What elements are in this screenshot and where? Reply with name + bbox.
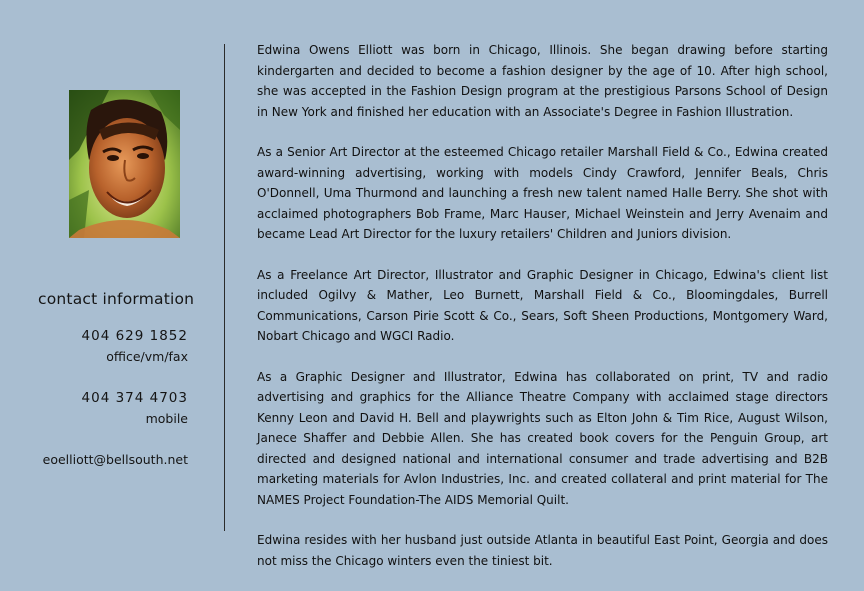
bio-paragraph: As a Freelance Art Director, Illustrator and Graphic Designer in Chicago, Edwina's client list included Ogilvy & Mather, Leo Burnett, Marshall Field & Co., Bloomingdales, Burrell Communications, Carson Pirie Scott & Co., Sears, Soft Sheen Productions, Montgomery Ward, Nobart Chicago and WGCI Radio. — [257, 267, 828, 343]
phone-mobile-label: mobile — [145, 411, 188, 426]
contact-heading: contact information — [38, 290, 195, 308]
email-link[interactable]: eoelliott@bellsouth.net — [42, 452, 188, 467]
vertical-divider — [224, 44, 225, 531]
portrait-photo — [69, 90, 180, 238]
phone-main-label: office/vm/fax — [106, 349, 188, 364]
phone-main[interactable]: 404 629 1852 — [81, 328, 188, 344]
phone-mobile[interactable]: 404 374 4703 — [81, 390, 188, 406]
bio-paragraph: As a Graphic Designer and Illustrator, Edwina has collaborated on print, TV and radio advertising and graphics for the Alliance Theatre Company with acclaimed stage directors Kenny Leon and David H. Bell and playwrights such as Elton John & Tim Rice, August Wilson, Janece Shaffer and Debbie Allen. She has created book covers for the Penguin Group, art directed and designed national and international consumer and trade advertising and B2B marketing materials for Avlon Industries, Inc. and created collateral and print material for The NAMES Project Foundation-The AIDS Memorial Quilt. — [257, 369, 828, 507]
bio-paragraph: Edwina resides with her husband just outside Atlanta in beautiful East Point, Georgia and does not miss the Chicago winters even the tiniest bit. — [257, 533, 828, 568]
bio-paragraph: Edwina Owens Elliott was born in Chicago, Illinois. She began drawing before starting kindergarten and decided to become a fashion designer by the age of 10. After high school, she was accepted in the Fashion Design program at the prestigious Parsons School of Design in New York and finished her education with an Associate's Degree in Fashion Illustration. — [257, 43, 828, 119]
portrait-image — [69, 90, 180, 238]
bio-paragraph: As a Senior Art Director at the esteemed Chicago retailer Marshall Field & Co., Edwina created award-winning advertising, working with models Cindy Crawford, Jennifer Beals, Chris O'Donnell, Uma Thurmond and launching a fresh new talent named Halle Berry. She shot with acclaimed photographers Bob Frame, Marc Hauser, Michael Weinstein and Jerry Avenaim and became Lead Art Director for the luxury retailers' Children and Juniors division. — [257, 145, 828, 241]
biography — [257, 40, 828, 591]
